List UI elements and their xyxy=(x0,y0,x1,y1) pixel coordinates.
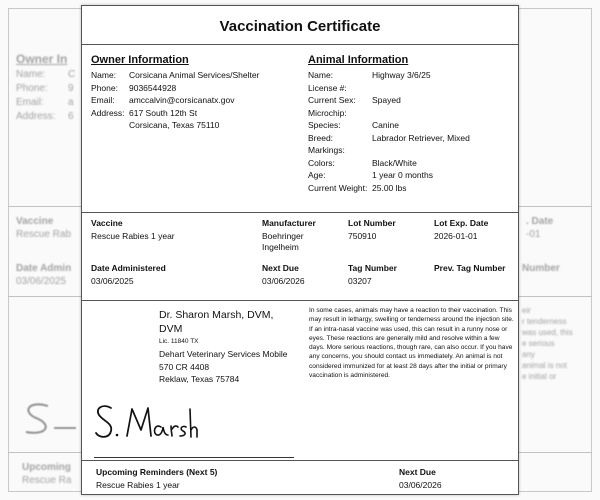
owner-name-label: Name: xyxy=(91,70,117,80)
bg-owner-heading: Owner In xyxy=(16,52,68,66)
lot-number-label: Lot Number xyxy=(348,218,396,228)
bg-address-value: 6 xyxy=(68,111,74,122)
bg-name-label: Name: xyxy=(16,69,46,80)
reaction-notice: In some cases, animals may have a reaction to their vaccination. This may result in lethargy, swelling or tenderness around the injection site. If an intra-nasal vaccine was used, this can result in a runny nose or eyes. These reactions are generally mild and resolve within a few days. More serious reactions, though rare, can also occur. If you have any concerns, you should contact us immediately. An animal is not considered immunized for at least 28 days after the initial or primary vaccination is administered. xyxy=(309,307,514,380)
vaccine-divider-top xyxy=(82,212,518,213)
date-administered-cell xyxy=(91,263,166,287)
reminders-divider xyxy=(82,460,518,461)
vaccine-divider-bottom xyxy=(82,300,518,301)
clinic-address-line1: 570 CR 4408 xyxy=(159,361,210,372)
prev-tag-cell xyxy=(434,263,505,276)
tag-number-label: Tag Number xyxy=(348,263,397,273)
animal-species-label: Species: xyxy=(308,120,341,130)
lot-exp-value: 2026-01-01 xyxy=(434,231,478,241)
animal-age-value: 1 year 0 months xyxy=(372,170,433,180)
owner-address-value-2: Corsicana, Texas 75110 xyxy=(129,120,220,130)
reminder-due-value: 03/06/2026 xyxy=(399,480,442,490)
animal-microchip-label: Microchip: xyxy=(308,107,347,118)
owner-phone-label: Phone: xyxy=(91,82,118,93)
owner-email-row xyxy=(91,94,259,107)
bg-date-label: Date Admin xyxy=(16,263,72,274)
animal-heading: Animal Information xyxy=(308,54,409,66)
owner-address-value: 617 South 12th St xyxy=(129,107,198,118)
animal-colors-row xyxy=(308,157,470,170)
bg-signature-image xyxy=(18,398,78,440)
manufacturer-cell xyxy=(262,218,316,253)
bg-name-value: C xyxy=(68,69,76,80)
date-administered-value: 03/06/2025 xyxy=(91,276,134,286)
owner-phone-row xyxy=(91,82,259,95)
bg-upcoming-value: Rescue Ra xyxy=(22,475,72,486)
veterinarian-block xyxy=(159,308,288,386)
veterinarian-license: Lic. 11840 TX xyxy=(159,338,199,345)
animal-markings-label: Markings: xyxy=(308,145,345,155)
animal-breed-value: Labrador Retriever, Mixed xyxy=(372,132,470,143)
owner-phone-value: 9036544928 xyxy=(129,82,177,93)
lot-number-cell xyxy=(348,218,396,242)
animal-age-label: Age: xyxy=(308,170,326,180)
vaccine-cell xyxy=(91,218,175,242)
prev-tag-label: Prev. Tag Number xyxy=(434,263,506,273)
animal-weight-row xyxy=(308,182,470,195)
vaccine-value: Rescue Rabies 1 year xyxy=(91,231,175,241)
bg-upcoming-label: Upcoming xyxy=(22,462,71,473)
certificate-title: Vaccination Certificate xyxy=(219,18,381,35)
animal-markings-row xyxy=(308,144,470,157)
bg-right-number-label: Number xyxy=(522,263,560,274)
tag-number-cell xyxy=(348,263,397,287)
manufacturer-label: Manufacturer xyxy=(262,218,316,228)
bg-email-label: Email: xyxy=(16,97,44,108)
animal-license-label: License #: xyxy=(308,82,347,93)
animal-license-row xyxy=(308,82,470,95)
vaccine-label: Vaccine xyxy=(91,218,123,228)
animal-name-value: Highway 3/6/25 xyxy=(372,70,431,80)
owner-address-label-2 xyxy=(91,119,129,132)
bg-vaccine-value: Rescue Rab xyxy=(16,229,72,240)
title-divider xyxy=(82,44,518,45)
bg-right-notes: eir r tenderness was used, this e serious any animal is not e initial or xyxy=(522,306,573,381)
animal-sex-row xyxy=(308,94,470,107)
bg-vaccine-label: Vaccine xyxy=(16,216,54,227)
next-due-value: 03/06/2026 xyxy=(262,276,305,286)
lot-number-value: 750910 xyxy=(348,231,377,241)
animal-sex-value: Spayed xyxy=(372,95,401,105)
date-administered-label: Date Administered xyxy=(91,263,166,273)
animal-sex-label: Current Sex: xyxy=(308,95,356,105)
owner-address-row-2 xyxy=(91,119,259,132)
manufacturer-value-line1: Boehringer xyxy=(262,231,304,241)
veterinarian-name: Dr. Sharon Marsh, DVM, xyxy=(159,309,274,321)
reminders-cell xyxy=(96,466,217,491)
animal-age-row xyxy=(308,169,470,182)
reminder-due-cell xyxy=(399,466,442,491)
owner-heading: Owner Information xyxy=(91,54,189,66)
next-due-cell xyxy=(262,263,305,287)
animal-species-value: Canine xyxy=(372,120,399,130)
animal-weight-value: 25.00 lbs xyxy=(372,182,407,193)
bg-email-value: a xyxy=(68,97,74,108)
lot-exp-label: Lot Exp. Date xyxy=(434,218,489,228)
tag-number-value: 03207 xyxy=(348,276,372,286)
veterinarian-credential: DVM xyxy=(159,323,183,335)
animal-fields xyxy=(308,69,470,194)
animal-name-row xyxy=(308,69,470,82)
owner-email-value: amccalvin@corsicanatx.gov xyxy=(129,95,235,105)
bg-address-label: Address: xyxy=(16,111,56,122)
animal-microchip-row xyxy=(308,107,470,120)
manufacturer-value-line2: Ingelheim xyxy=(262,242,299,252)
reminder-item: Rescue Rabies 1 year xyxy=(96,480,180,490)
next-due-label: Next Due xyxy=(262,263,299,273)
animal-name-label: Name: xyxy=(308,70,334,80)
owner-fields xyxy=(91,69,259,132)
owner-address-row xyxy=(91,107,259,120)
owner-email-label: Email: xyxy=(91,95,115,105)
animal-species-row xyxy=(308,119,470,132)
bg-phone-value: 9 xyxy=(68,83,74,94)
owner-name-row xyxy=(91,69,259,82)
vaccination-certificate xyxy=(81,5,519,495)
lot-exp-cell xyxy=(434,218,488,242)
bg-phone-label: Phone: xyxy=(16,83,48,94)
clinic-name: Dehart Veterinary Services Mobile xyxy=(159,349,288,359)
clinic-address-line2: Reklaw, Texas 75784 xyxy=(159,374,240,384)
signature-line xyxy=(94,457,294,458)
animal-breed-label: Breed: xyxy=(308,132,334,143)
bg-date-value: 03/06/2025 xyxy=(16,276,67,287)
animal-colors-value: Black/White xyxy=(372,157,417,168)
animal-weight-label: Current Weight: xyxy=(308,182,368,193)
animal-colors-label: Colors: xyxy=(308,157,335,168)
reminders-label: Upcoming Reminders (Next 5) xyxy=(96,467,218,477)
reminder-due-label: Next Due xyxy=(399,467,436,477)
owner-address-label: Address: xyxy=(91,107,125,118)
veterinarian-signature xyxy=(94,400,199,444)
owner-name-value: Corsicana Animal Services/Shelter xyxy=(129,70,260,80)
bg-right-date-label: . Date xyxy=(526,216,554,227)
bg-right-date-value: -01 xyxy=(526,229,541,240)
animal-breed-row xyxy=(308,132,470,145)
